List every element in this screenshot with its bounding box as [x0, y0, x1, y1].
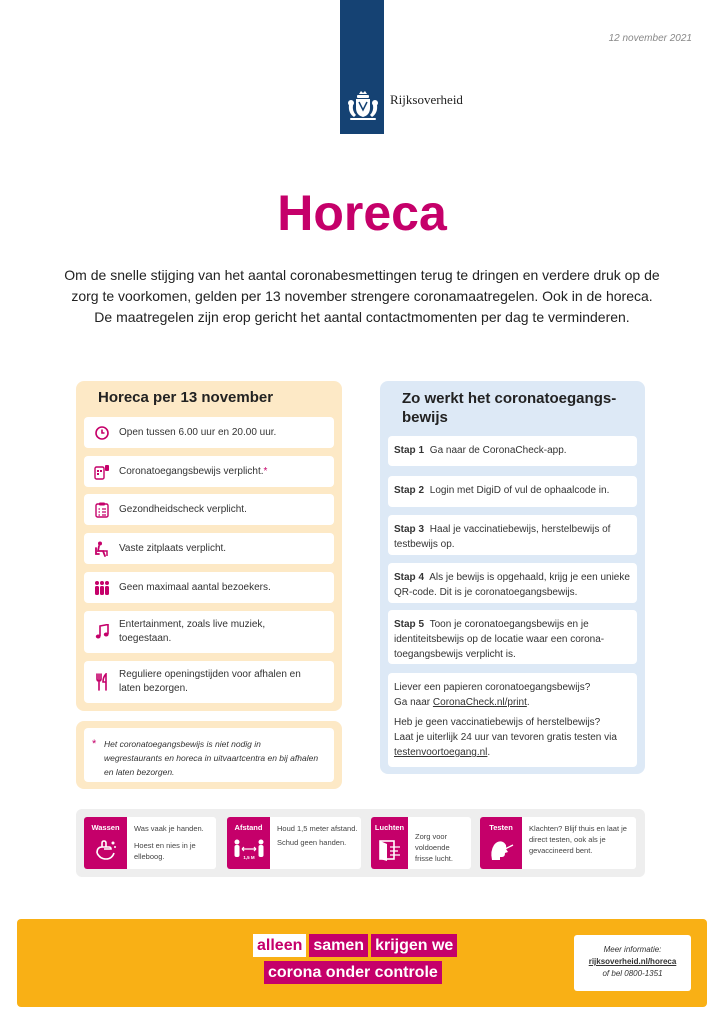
step-label: Stap 4: [394, 572, 425, 583]
slogan-chip: alleen: [253, 934, 306, 957]
measure-text: Reguliere openingstijden voor afhalen en laten bezorgen.: [119, 669, 301, 694]
access-pass-panel: [380, 381, 645, 774]
step-card: [388, 476, 637, 507]
step-label: Stap 3: [394, 524, 425, 535]
measure-card: [84, 572, 334, 603]
test-swab-icon: [488, 839, 514, 861]
measure-card: [84, 417, 334, 448]
slogan-chip: samen: [309, 934, 368, 957]
access-pass-heading: Zo werkt het coronatoegangs-bewijs: [402, 390, 617, 426]
rule-label: Luchten: [371, 817, 408, 869]
step-card: [388, 515, 637, 555]
measure-card: [84, 611, 334, 653]
document-date: 12 november 2021: [608, 33, 692, 44]
footnote-panel: [76, 721, 342, 789]
rule-text: Was vaak je handen. Hoest en nies in je elleboog.: [134, 824, 204, 861]
measure-text: Vaste zitplaats verplicht.: [119, 542, 227, 554]
step-text: Toon je coronatoegangsbewijs en je identiteitsbewijs op de locatie waar een corona-toegangsbewijs verplicht is.: [394, 619, 605, 660]
music-note-icon: [93, 623, 111, 641]
footnote-star: *: [92, 738, 97, 750]
test-text: Laat je uiterlijk 24 uur van tevoren gratis testen via: [394, 732, 617, 743]
info-phone: of bel 0800-1351: [602, 969, 663, 978]
bottom-banner: [17, 919, 707, 1007]
slogan-chip: krijgen we: [371, 934, 457, 957]
more-info-box: [574, 935, 691, 991]
footnote-card: [84, 728, 334, 782]
measure-text: Coronatoegangsbewijs verplicht.*: [119, 465, 268, 477]
window-air-icon: [378, 839, 402, 861]
rule-label: Afstand 1,5 M: [227, 817, 270, 869]
handwash-icon: [94, 839, 118, 861]
seated-person-icon: [93, 540, 111, 558]
step-text: Als je bewijs is opgehaald, krijg je een unieke QR-code. Dit is je coronatoegangsbewijs.: [394, 572, 630, 598]
punctuation: .: [526, 697, 530, 708]
step-card: [388, 610, 637, 664]
footnote-star: *: [263, 465, 268, 477]
rijksoverheid-horeca-link[interactable]: rijksoverheid.nl/horeca: [588, 957, 677, 966]
step-label: Stap 1: [394, 445, 425, 456]
measure-card: [84, 533, 334, 564]
basic-rules-bar: [76, 809, 645, 877]
step-label: Stap 2: [394, 485, 425, 496]
qr-phone-icon: [93, 463, 111, 481]
svg-text:1,5 M: 1,5 M: [242, 855, 255, 860]
rule-text: Houd 1,5 meter afstand. Schud geen handen.: [277, 824, 358, 847]
cutlery-icon: [93, 673, 111, 691]
rule-afstand: [227, 817, 361, 869]
info-card: [388, 673, 637, 767]
paper-question: Liever een papieren coronatoegangsbewijs?: [394, 682, 591, 693]
step-label: Stap 5: [394, 619, 425, 630]
clock-icon: [93, 424, 111, 442]
checklist-icon: [93, 501, 111, 519]
crest-icon: [345, 88, 381, 124]
intro-text: Om de snelle stijging van het aantal coronabesmettingen terug te dringen en verdere druk op de zorg te voorkomen, gelden per 13 november strengere coronamaatregelen. Ook in de horeca. De maatregelen zijn erop gericht het aantal contactmomenten per dag te verminderen.: [64, 267, 660, 325]
step-text: Ga naar de CoronaCheck-app.: [429, 445, 567, 456]
group-icon: [93, 579, 111, 597]
footnote-text: Het coronatoegangsbewijs is niet nodig in wegrestaurants en horeca in uitvaartcentra en bij afhalen en laten bezorgen.: [104, 739, 319, 777]
test-question: Heb je geen vaccinatiebewijs of herstelbewijs?: [394, 717, 601, 728]
punctuation: .: [487, 747, 491, 758]
distance-icon: [232, 839, 266, 861]
testenvoortoegang-link[interactable]: testenvoortoegang.nl: [394, 747, 488, 758]
measure-card: [84, 661, 334, 703]
measure-card: [84, 456, 334, 487]
rule-text: Klachten? Blijf thuis en laat je direct testen, ook als je gevaccineerd bent.: [529, 824, 627, 855]
measure-text: Geen maximaal aantal bezoekers.: [119, 581, 271, 593]
logo-text: Rijksoverheid: [390, 92, 463, 107]
step-card: [388, 563, 637, 603]
rule-label: Testen: [480, 817, 522, 869]
measure-card: [84, 494, 334, 525]
step-text: Haal je vaccinatiebewijs, herstelbewijs of testbewijs op.: [394, 524, 611, 550]
measure-text: Open tussen 6.00 uur en 20.00 uur.: [119, 426, 277, 438]
paper-prefix: Ga naar: [394, 697, 431, 708]
info-label: Meer informatie:: [603, 945, 662, 954]
coronacheck-print-link[interactable]: CoronaCheck.nl/print: [432, 697, 527, 708]
rule-luchten: [371, 817, 471, 869]
measure-text: Entertainment, zoals live muziek, toegestaan.: [119, 619, 266, 644]
rule-label: Wassen: [84, 817, 127, 869]
rule-text: Zorg voor voldoende frisse lucht.: [415, 832, 453, 863]
measures-heading: Horeca per 13 november: [98, 389, 274, 406]
page-title: Horeca: [277, 185, 447, 241]
horeca-measures-panel: [76, 381, 342, 711]
step-card: [388, 436, 637, 466]
rule-wassen: [84, 817, 216, 869]
rule-testen: [480, 817, 636, 869]
measure-text: Gezondheidscheck verplicht.: [119, 503, 247, 515]
campaign-slogan: [253, 934, 457, 988]
step-text: Login met DigiD of vul de ophaalcode in.: [429, 485, 610, 496]
slogan-chip: corona onder controle: [264, 961, 442, 984]
